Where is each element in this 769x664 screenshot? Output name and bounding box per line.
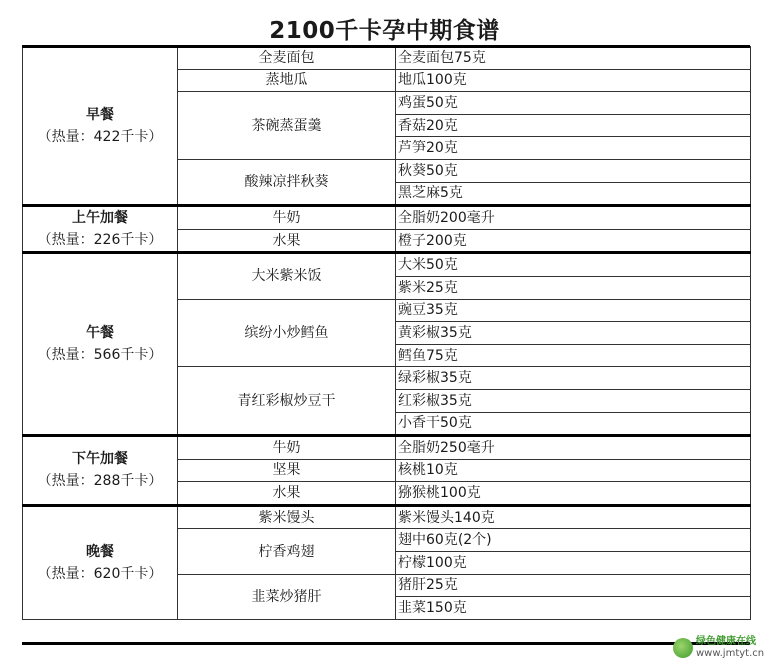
meal-plan-table bbox=[22, 46, 751, 620]
ingredient-cell: 橙子200克 bbox=[396, 229, 751, 253]
ingredient-cell: 红彩椒35克 bbox=[396, 389, 751, 412]
dish-name: 牛奶 bbox=[178, 206, 396, 230]
meal-calories: （热量：422千卡） bbox=[37, 128, 163, 145]
ingredient-cell: 鸡蛋50克 bbox=[396, 92, 751, 115]
ingredient-cell: 全麦面包75克 bbox=[396, 47, 751, 70]
watermark-name: 绿色健康在线 bbox=[696, 636, 756, 647]
ingredient-cell: 柠檬100克 bbox=[396, 552, 751, 575]
ingredient-cell: 黄彩椒35克 bbox=[396, 322, 751, 345]
ingredient-cell: 全脂奶200毫升 bbox=[396, 206, 751, 230]
meal-calories: （热量：226千卡） bbox=[37, 232, 163, 249]
dish-name: 大米紫米饭 bbox=[178, 253, 396, 299]
meal-plan-body bbox=[23, 47, 751, 620]
ingredient-cell: 猕猴桃100克 bbox=[396, 482, 751, 506]
ingredient-cell: 秋葵50克 bbox=[396, 159, 751, 182]
ingredient-cell: 黑芝麻5克 bbox=[396, 182, 751, 206]
meal-name: 晚餐 bbox=[86, 543, 114, 560]
dish-name: 牛奶 bbox=[178, 436, 396, 460]
ingredient-cell: 地瓜100克 bbox=[396, 69, 751, 92]
dish-name: 水果 bbox=[178, 482, 396, 506]
ingredient-cell: 小香干50克 bbox=[396, 412, 751, 436]
meal-name: 午餐 bbox=[86, 325, 114, 342]
table-row bbox=[23, 206, 751, 230]
site-watermark bbox=[673, 632, 769, 664]
meal-name: 下午加餐 bbox=[72, 451, 128, 468]
dish-name: 紫米馒头 bbox=[178, 505, 396, 529]
dish-name: 韭菜炒猪肝 bbox=[178, 574, 396, 619]
page-title: 2100千卡孕中期食谱 bbox=[269, 18, 500, 44]
ingredient-cell: 紫米25克 bbox=[396, 276, 751, 299]
ingredient-cell: 核桃10克 bbox=[396, 459, 751, 482]
table-bottom-rule bbox=[22, 642, 750, 645]
dish-name: 缤纷小炒鳕鱼 bbox=[178, 299, 396, 367]
dish-name: 青红彩椒炒豆干 bbox=[178, 367, 396, 436]
dish-name: 坚果 bbox=[178, 459, 396, 482]
ingredient-cell: 翅中60克(2个) bbox=[396, 529, 751, 552]
meal-cell bbox=[23, 253, 178, 436]
meal-calories: （热量：566千卡） bbox=[37, 347, 163, 364]
ingredient-cell: 绿彩椒35克 bbox=[396, 367, 751, 390]
ingredient-cell: 全脂奶250毫升 bbox=[396, 436, 751, 460]
dish-name: 蒸地瓜 bbox=[178, 69, 396, 92]
leaf-logo-icon bbox=[673, 638, 693, 658]
meal-calories: （热量：288千卡） bbox=[37, 473, 163, 490]
ingredient-cell: 大米50克 bbox=[396, 253, 751, 277]
meal-cell bbox=[23, 47, 178, 206]
dish-name: 全麦面包 bbox=[178, 47, 396, 70]
dish-name: 酸辣凉拌秋葵 bbox=[178, 159, 396, 205]
dish-name: 水果 bbox=[178, 229, 396, 253]
table-row bbox=[23, 47, 751, 70]
ingredient-cell: 猪肝25克 bbox=[396, 574, 751, 597]
table-row bbox=[23, 505, 751, 529]
meal-cell bbox=[23, 436, 178, 506]
table-row bbox=[23, 253, 751, 277]
ingredient-cell: 豌豆35克 bbox=[396, 299, 751, 322]
meal-cell bbox=[23, 206, 178, 253]
dish-name: 柠香鸡翅 bbox=[178, 529, 396, 574]
dish-name: 茶碗蒸蛋羹 bbox=[178, 92, 396, 160]
table-row bbox=[23, 436, 751, 460]
meal-calories: （热量：620千卡） bbox=[37, 565, 163, 582]
ingredient-cell: 紫米馒头140克 bbox=[396, 505, 751, 529]
table-top-rule bbox=[22, 45, 750, 48]
ingredient-cell: 芦笋20克 bbox=[396, 137, 751, 160]
meal-name: 早餐 bbox=[86, 106, 114, 123]
meal-name: 上午加餐 bbox=[72, 210, 128, 227]
ingredient-cell: 韭菜150克 bbox=[396, 597, 751, 620]
meal-cell bbox=[23, 505, 178, 619]
watermark-url: www.jmtyt.cn bbox=[696, 648, 765, 659]
ingredient-cell: 香菇20克 bbox=[396, 114, 751, 137]
ingredient-cell: 鳕鱼75克 bbox=[396, 344, 751, 367]
